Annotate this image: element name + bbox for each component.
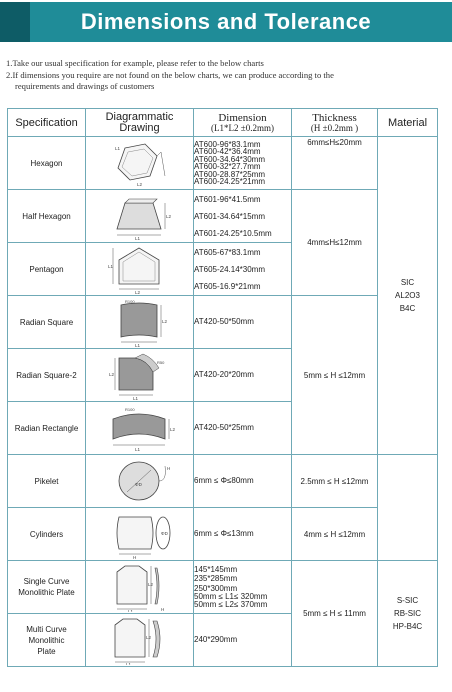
multi-curve-plate-drawing-icon — [95, 615, 185, 665]
spec-radian-square-2: Radian Square-2 — [8, 349, 86, 402]
drawing-multi-curve — [86, 614, 194, 667]
thickness-plates: 5mm ≤ H ≤ 11mm — [292, 561, 378, 667]
dim-value: 6mm ≤ Φ≤13mm — [194, 529, 254, 538]
radian-square-label-r: R100 — [124, 299, 135, 304]
radian-rectangle-label-l1: L1 — [134, 447, 140, 452]
drawing-radian-square-2 — [86, 349, 194, 402]
spec-radian-rectangle: Radian Rectangle — [8, 402, 86, 455]
title-banner — [0, 2, 452, 42]
table-row — [8, 190, 438, 243]
dim-value: AT605-16.9*21mm — [194, 281, 261, 291]
dim-value: AT420-50*25mm — [194, 423, 254, 432]
page-title: Dimensions and Tolerance — [80, 9, 372, 34]
pentagon-drawing-icon — [95, 244, 185, 294]
single-curve-label-h: H — [160, 607, 164, 612]
material-empty — [378, 455, 438, 561]
pikelet-label-h: H — [166, 466, 170, 471]
pikelet-drawing-icon — [95, 456, 185, 506]
header-dimension-line1: Dimension — [218, 111, 267, 124]
half-hexagon-label-l2: L2 — [165, 214, 171, 219]
radian-square-label-l1: L1 — [134, 343, 140, 347]
thickness-pikelet: 2.5mm ≤ H ≤12mm — [292, 455, 378, 508]
header-dimension-line2: (L1*L2 ±0.2mm) — [211, 122, 274, 133]
material-item: AL2O3 — [395, 291, 420, 300]
table-row — [8, 296, 438, 349]
dims-hexagon — [194, 137, 292, 190]
intro-notes — [6, 58, 446, 93]
header-thickness-line2: (H ±0.2mm ) — [310, 122, 359, 133]
dims-radian-square-2 — [194, 349, 292, 402]
table-row — [8, 561, 438, 614]
radian-square-2-label-r: R50 — [156, 360, 164, 365]
header-material: Material — [378, 109, 438, 137]
header-thickness — [292, 109, 378, 137]
dims-single-curve — [194, 561, 292, 614]
spec-line: Multi Curve — [26, 624, 67, 634]
spec-cylinders: Cylinders — [8, 508, 86, 561]
cylinders-label-phi: ΦD — [160, 531, 168, 536]
multi-curve-label-l1: L1 — [125, 662, 131, 665]
radian-rectangle-label-r: R100 — [124, 407, 135, 412]
dims-radian-rectangle — [194, 402, 292, 455]
spec-pentagon: Pentagon — [8, 243, 86, 296]
spec-line: Monolithic Plate — [18, 588, 75, 597]
thickness-hex-group: 4mm≤H≤12mm — [292, 190, 378, 296]
material-item: RB-SIC — [393, 609, 422, 618]
drawing-half-hexagon — [86, 190, 194, 243]
material-item: HP-B4C — [392, 622, 423, 631]
drawing-pentagon — [86, 243, 194, 296]
spec-pikelet: Pikelet — [8, 455, 86, 508]
table-row — [8, 137, 438, 190]
dims-multi-curve — [194, 614, 292, 667]
header-thickness-line1: Thickness — [312, 111, 357, 124]
material-group-1 — [378, 137, 438, 455]
dim-value: AT601-34.64*15mm — [194, 211, 265, 221]
dim-value: AT420-50*50mm — [194, 317, 254, 326]
half-hexagon-label-l1: L1 — [134, 236, 140, 241]
radian-square-drawing-icon — [95, 297, 185, 347]
dims-pikelet — [194, 455, 292, 508]
spec-half-hexagon: Half Hexagon — [8, 190, 86, 243]
hexagon-drawing-icon — [95, 138, 185, 188]
intro-note-1: 1.Take our usual specification for example, please refer to the below charts — [6, 58, 264, 68]
table-row — [8, 455, 438, 508]
multi-curve-label-l2: L2 — [145, 635, 151, 640]
cylinders-drawing-icon — [95, 509, 185, 559]
cylinders-label-h: H — [132, 555, 136, 559]
dim-value: AT601-96*41.5mm — [194, 194, 261, 204]
radian-square-label-l2: L2 — [161, 319, 167, 324]
drawing-cylinders — [86, 508, 194, 561]
intro-note-2: 2.If dimensions you require are not found on the below charts, we can produce according to the — [6, 69, 334, 80]
single-curve-plate-drawing-icon — [95, 562, 185, 612]
spec-line: Monolithic — [28, 635, 65, 645]
dim-value: AT600-96*83.1mm — [194, 139, 261, 149]
material-item: B4C — [399, 304, 416, 313]
radian-square-2-drawing-icon — [95, 350, 185, 400]
pentagon-label-l2: L2 — [134, 290, 140, 294]
thickness-hexagon: 6mm≤H≤20mm — [292, 137, 378, 190]
dim-value: 50mm ≤ L2≤ 370mm — [194, 600, 268, 610]
dim-value: AT600-28.87*25mm — [194, 169, 265, 179]
pentagon-label-l1: L1 — [107, 264, 113, 269]
dim-value: AT605-67*83.1mm — [194, 247, 261, 257]
dim-value: AT600-32*27.7mm — [194, 162, 261, 171]
header-dimension — [194, 109, 292, 137]
radian-rectangle-drawing-icon — [95, 403, 185, 453]
drawing-pikelet — [86, 455, 194, 508]
spec-radian-square: Radian Square — [8, 296, 86, 349]
spec-single-curve — [8, 561, 86, 614]
header-drawing-line2: Drawing — [119, 121, 160, 134]
radian-square-2-label-l2: L2 — [108, 372, 114, 377]
spec-hexagon: Hexagon — [8, 137, 86, 190]
thickness-cylinders: 4mm ≤ H ≤12mm — [292, 508, 378, 561]
radian-rectangle-label-l2: L2 — [169, 427, 175, 432]
thickness-radian-group: 5mm ≤ H ≤12mm — [292, 296, 378, 455]
dim-value: 240*290mm — [194, 635, 238, 644]
dims-radian-square — [194, 296, 292, 349]
single-curve-label-l1: L1 — [127, 609, 133, 612]
drawing-radian-rectangle — [86, 402, 194, 455]
dim-value: AT600-34.64*30mm — [194, 154, 265, 164]
header-row — [8, 109, 438, 137]
spec-line: Single Curve — [23, 577, 70, 586]
hexagon-label-l2: L2 — [136, 182, 142, 187]
dims-cylinders — [194, 508, 292, 561]
dim-value: 6mm ≤ Φ≤80mm — [194, 476, 254, 485]
dim-value: AT600-24.25*21mm — [194, 177, 265, 186]
spec-multi-curve — [8, 614, 86, 667]
dim-value: AT601-24.25*10.5mm — [194, 228, 272, 238]
material-group-2 — [378, 561, 438, 667]
header-specification: Specification — [8, 109, 86, 137]
dims-pentagon — [194, 243, 292, 296]
material-item: S-SIC — [396, 596, 419, 605]
dim-value: 50mm ≤ L1≤ 320mm — [194, 592, 268, 602]
table-row — [8, 508, 438, 561]
header-drawing — [86, 109, 194, 137]
radian-square-2-label-l1: L1 — [132, 396, 138, 400]
half-hexagon-drawing-icon — [95, 191, 185, 241]
drawing-single-curve — [86, 561, 194, 614]
intro-note-2-cont: requirements and drawings of customers — [15, 81, 155, 91]
material-item: SIC — [400, 278, 415, 287]
hexagon-label-l1: L1 — [114, 146, 120, 151]
pikelet-label-phi: ΦD — [134, 482, 142, 487]
drawing-radian-square — [86, 296, 194, 349]
dim-value: 145*145mm — [194, 564, 238, 574]
header-drawing-line1: Diagrammatic — [105, 110, 174, 123]
spec-table — [7, 108, 438, 667]
spec-line: Plate — [37, 646, 56, 656]
dim-value: AT600-42*36.4mm — [194, 147, 261, 156]
dim-value: 250*300mm — [194, 583, 238, 593]
single-curve-label-l2: L2 — [147, 582, 153, 587]
dim-value: 235*285mm — [194, 574, 238, 584]
drawing-hexagon — [86, 137, 194, 190]
dims-half-hexagon — [194, 190, 292, 243]
dim-value: AT605-24.14*30mm — [194, 264, 265, 274]
dim-value: AT420-20*20mm — [194, 370, 254, 379]
